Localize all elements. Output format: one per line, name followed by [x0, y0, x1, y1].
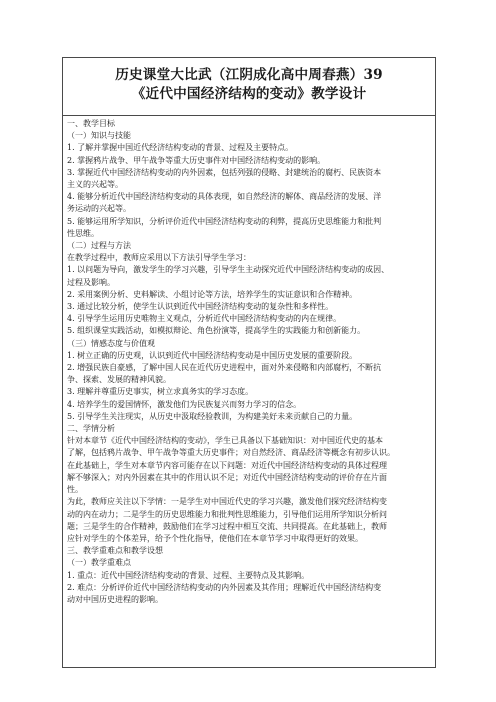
text-line: 动的内在动力；二是学生的历史思维能力和批判性思维能力，引导他们运用所学知识分析问: [67, 509, 387, 519]
text-line: 争、探索、发展的精神风貌。: [67, 375, 171, 385]
text-line: 解不够深入；对内外因素在其中的作用认识不足；对近代中国经济结构变动的评价存在片面: [67, 472, 387, 482]
text-line: 为此，教师应关注以下学情：一是学生对中国近代史的学习兴趣，激发他们探究经济结构变: [67, 497, 387, 507]
text-line: 5. 引导学生关注现实，从历史中汲取经验教训，为构建美好未来贡献自己的力量。: [67, 411, 358, 421]
body-cell: [63, 116, 435, 606]
page-title-line-1: 历史课堂大比武（江阴成化高中周春燕）39: [115, 67, 383, 83]
title-cell: [63, 58, 435, 116]
text-line: 一、教学目标: [67, 119, 115, 128]
text-line: 2. 掌握鸦片战争、甲午战争等重大历史事件对中国经济结构变动的影响。: [67, 155, 326, 165]
text-line: 了解，包括鸦片战争、甲午战争等重大历史事件；对自然经济、商品经济等概念有初步认识。: [67, 448, 395, 458]
text-line: 2. 增强民族自豪感，了解中国人民在近代历史进程中，面对外来侵略和内部腐朽，不断抗: [67, 363, 382, 373]
text-line: （三）情感态度与价值观: [67, 338, 155, 348]
text-line: 3. 通过比较分析，使学生认识到近代中国经济结构变动的复杂性和多样性。: [67, 302, 334, 312]
text-line: 4. 培养学生的爱国情怀，激发他们为民族复兴而努力学习的信念。: [67, 399, 302, 409]
page-title-line-2: 《近代中国经济结构的变动》教学设计: [131, 86, 367, 102]
text-line: 主义的兴起等。: [67, 180, 123, 190]
text-line: 题；三是学生的合作精神，鼓励他们在学习过程中相互交流、共同提高。在此基础上，教师: [67, 521, 387, 531]
text-line: 3. 掌握近代中国经济结构变动的内外因素，包括列强的侵略、封建统治的腐朽、民族资本: [67, 167, 382, 177]
text-line: 应针对学生的个体差异，给予个性化指导，使他们在本章节学习中取得更好的效果。: [67, 533, 363, 543]
text-line: 针对本章节《近代中国经济结构的变动》，学生已具备以下基础知识：对中国近代史的基本: [67, 436, 383, 446]
text-line: 性。: [67, 485, 83, 495]
text-line: 2. 难点：分析评价近代中国经济结构变动的内外因素及其作用；理解近代中国经济结构变: [67, 582, 382, 592]
text-line: 二、学情分析: [67, 424, 115, 434]
text-line: （二）过程与方法: [67, 241, 131, 251]
text-line: 过程及影响。: [67, 277, 115, 287]
text-line: 在此基础上，学生对本章节内容可能存在以下问题：对近代中国经济结构变动的具体过程理: [67, 460, 387, 470]
text-line: 务运动的兴起等。: [67, 204, 131, 214]
text-line: 4. 引导学生运用历史唯物主义观点，分析近代中国经济结构变动的内在规律。: [67, 314, 342, 324]
text-line: 1. 了解并掌握中国近代经济结构变动的背景、过程及主要特点。: [67, 143, 294, 153]
text-line: 3. 理解并尊重历史事实，树立求真务实的学习态度。: [67, 387, 254, 397]
text-line: 1. 重点：近代中国经济结构变动的背景、过程、主要特点及其影响。: [67, 570, 310, 580]
text-line: 动对中国历史进程的影响。: [67, 594, 163, 604]
text-line: 1. 以问题为导向，激发学生的学习兴趣，引导学生主动探究近代中国经济结构变动的成因、: [67, 265, 390, 275]
text-line: 2. 采用案例分析、史料解读、小组讨论等方法，培养学生的实证意识和合作精神。: [67, 289, 358, 299]
text-line: （一）教学重难点: [67, 558, 131, 568]
text-line: 在教学过程中，教师应采用以下方法引导学生学习：: [67, 253, 251, 263]
text-line: 5. 能够运用所学知识，分析评价近代中国经济结构变动的利弊，提高历史思维能力和批判: [67, 216, 382, 226]
text-line: 4. 能够分析近代中国经济结构变动的具体表现，如自然经济的解体、商品经济的发展、洋: [67, 192, 382, 202]
text-line: 5. 组织课堂实践活动，如模拟辩论、角色扮演等，提高学生的实践能力和创新能力。: [67, 326, 366, 336]
document-table: [62, 57, 436, 668]
text-line: 三、教学重难点和教学设想: [67, 546, 163, 556]
text-line: （一）知识与技能: [67, 131, 131, 141]
text-line: 性思维。: [67, 228, 99, 238]
text-line: 1. 树立正确的历史观，认识到近代中国经济结构变动是中国历史发展的重要阶段。: [67, 350, 358, 360]
